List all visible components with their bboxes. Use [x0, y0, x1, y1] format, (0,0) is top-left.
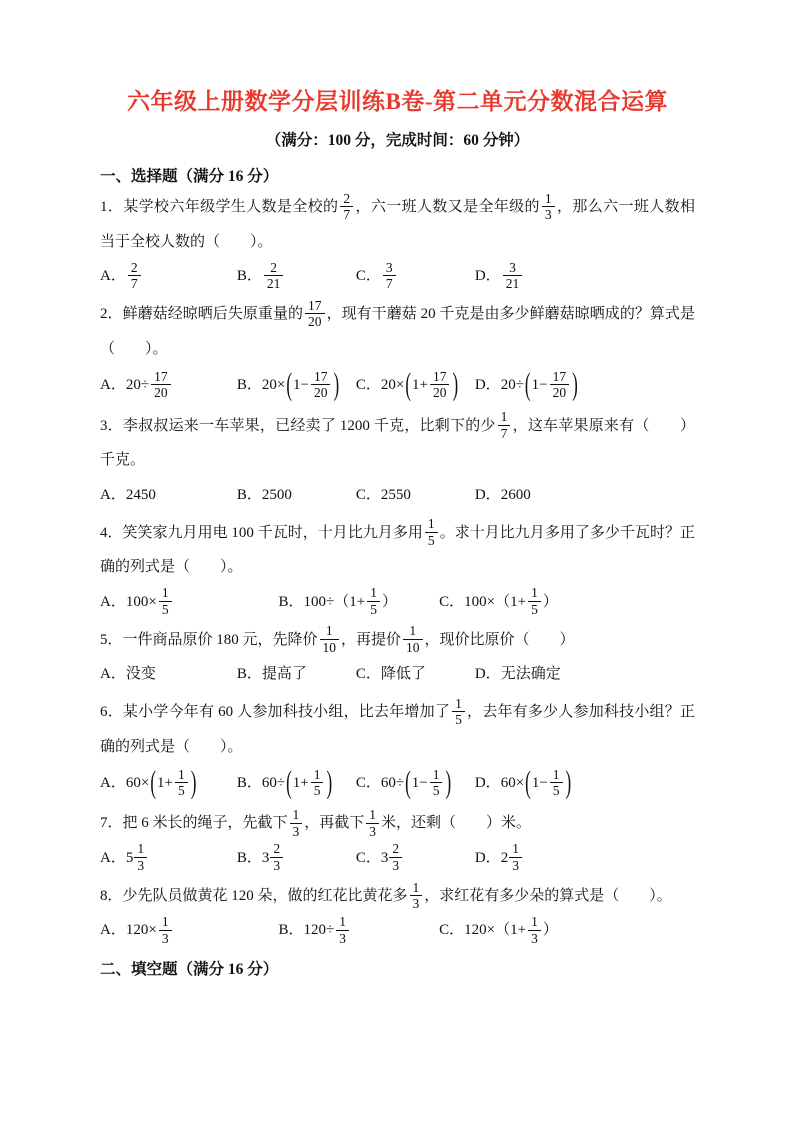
- fraction-numerator: 1: [161, 585, 169, 601]
- options-row: [100, 260, 695, 293]
- fraction: [159, 914, 172, 946]
- left-paren-icon: (: [150, 764, 156, 800]
- fraction: [134, 841, 147, 873]
- mixed-number: 3 $\frac{2}{3}$: [381, 842, 404, 875]
- fraction: [366, 807, 379, 839]
- fraction: [305, 298, 325, 330]
- fraction: [403, 623, 423, 655]
- fraction-numerator: 2: [343, 190, 351, 206]
- options-row: [100, 367, 695, 404]
- option: A．120× $\frac{1}{3}$: [100, 914, 279, 947]
- fraction-denominator: 10: [403, 639, 423, 656]
- fraction: [452, 696, 465, 728]
- fraction: [383, 260, 396, 292]
- fraction: [528, 585, 541, 617]
- question-text: 5．一件商品原价 180 元，先降价 $\frac{1}{10}$ ，再提价 $\frac{1}{10}$ ，现价比原价（ ）: [100, 623, 575, 655]
- option: A． $\frac{2}{7}$: [100, 260, 237, 293]
- left-paren-icon: (: [405, 764, 411, 800]
- section-heading-fill: 二、填空题（满分 16 分）: [100, 961, 279, 979]
- fraction-numerator: 1: [409, 623, 417, 639]
- fraction: [340, 191, 353, 223]
- fraction-denominator: 20: [311, 384, 331, 401]
- option: B．提高了: [236, 666, 307, 683]
- fraction: [503, 260, 523, 292]
- right-paren-icon: ): [190, 764, 197, 800]
- fraction-denominator: 3: [290, 823, 303, 840]
- fraction: [425, 516, 438, 548]
- fraction-denominator: 3: [366, 823, 379, 840]
- page-title: 六年级上册数学分层训练B卷-第二单元分数混合运算: [127, 89, 668, 114]
- fraction-numerator: 1: [161, 914, 169, 930]
- fraction-numerator: 1: [455, 695, 462, 711]
- left-paren-icon: (: [286, 366, 292, 403]
- fraction-denominator: 3: [410, 895, 423, 912]
- fraction: [550, 767, 563, 799]
- fraction-numerator: 1: [412, 879, 420, 895]
- left-paren-icon: (: [524, 366, 531, 403]
- fraction: [498, 409, 511, 441]
- section-heading-choice: 一、选择题（满分 16 分）: [100, 168, 279, 186]
- fraction-denominator: 3: [134, 857, 147, 874]
- fraction: [159, 585, 172, 617]
- fraction-denominator: 3: [542, 206, 555, 223]
- left-paren-icon: (: [525, 764, 531, 800]
- right-paren-icon: ): [326, 764, 333, 800]
- fraction: [270, 841, 283, 873]
- fraction: [290, 807, 303, 839]
- fraction-denominator: 5: [175, 782, 188, 799]
- option: B．2500: [236, 486, 292, 503]
- question: [100, 516, 695, 619]
- option: C．2550: [355, 486, 411, 503]
- option: A．5 $\frac{1}{3}$: [100, 842, 237, 875]
- fraction: [311, 767, 324, 799]
- fraction: [430, 369, 450, 401]
- option: D．无法确定: [474, 666, 561, 683]
- right-paren-icon: ): [565, 764, 572, 800]
- fraction-denominator: 3: [336, 930, 349, 947]
- option: D．60×(1− $\frac{1}{5}$ ): [475, 765, 695, 802]
- question: [100, 190, 695, 293]
- fraction-denominator: 21: [503, 275, 523, 292]
- option: A．没变: [100, 666, 156, 683]
- fraction-numerator: 1: [370, 585, 377, 601]
- option: D． $\frac{3}{21}$: [475, 260, 695, 293]
- options-row: [100, 914, 695, 947]
- option: D．20÷(1− $\frac{17}{20}$ ): [475, 367, 695, 404]
- question-text: 7．把 6 米长的绳子，先截下 $\frac{1}{3}$ ，再截下 $\frac{1}{3}$ 米，还剩（ ）米。: [100, 807, 532, 839]
- option: C．60÷(1− $\frac{1}{5}$ ): [356, 765, 475, 802]
- question-text: 2．鲜蘑菇经晾晒后失原重量的 $\frac{17}{20}$ ，现有干蘑菇 20 千克是由多少鲜蘑菇晾晒成的？算式是（ ）。: [100, 297, 695, 357]
- options-row: [100, 586, 695, 619]
- option: C． $\frac{3}{7}$: [356, 260, 475, 293]
- fraction-denominator: 21: [264, 275, 284, 292]
- fraction-denominator: 5: [311, 782, 324, 799]
- fraction-numerator: 1: [512, 841, 519, 857]
- option: C．120×（1+ $\frac{1}{3}$ ）: [439, 914, 558, 946]
- fraction-numerator: 2: [392, 841, 400, 857]
- fraction-denominator: 3: [270, 857, 283, 874]
- fraction-numerator: 1: [292, 807, 300, 823]
- option: D．2600: [474, 486, 531, 503]
- fraction-denominator: 20: [430, 384, 450, 401]
- mixed-number: 5 $\frac{1}{3}$: [126, 842, 149, 875]
- score-time-line: （满分：100 分，完成时间：60 分钟）: [265, 132, 530, 150]
- options-row: [100, 765, 695, 802]
- question-text: 8．少先队员做黄花 120 朵，做的红花比黄花多 $\frac{1}{3}$ ，求红花有多少朵的算式是（ ）。: [100, 879, 672, 912]
- option: B． $\frac{2}{21}$: [237, 260, 356, 293]
- right-paren-icon: ): [452, 366, 459, 403]
- fraction-denominator: 5: [159, 601, 172, 618]
- question-text: 1．某学校六年级学生人数是全校的 $\frac{2}{7}$ ，六一班人数又是全年级的 $\frac{1}{3}$ ，那么六一班人数相当于全校人数的（ ）。: [100, 190, 695, 250]
- option: B．120÷ $\frac{1}{3}$: [279, 914, 440, 947]
- fraction-denominator: 5: [425, 532, 438, 549]
- fraction-numerator: 1: [339, 914, 346, 930]
- fraction-numerator: 17: [308, 297, 322, 313]
- fraction-numerator: 1: [531, 914, 538, 930]
- fraction: [264, 260, 284, 292]
- fraction-denominator: 7: [128, 275, 141, 292]
- fraction-denominator: 5: [550, 782, 563, 799]
- fraction-numerator: 2: [273, 841, 281, 857]
- fraction-numerator: 1: [313, 766, 321, 782]
- options-row: [100, 842, 695, 875]
- fraction-denominator: 3: [389, 857, 402, 874]
- question: [100, 879, 695, 948]
- right-paren-icon: ): [333, 366, 340, 403]
- fraction: [175, 767, 188, 799]
- fraction-denominator: 20: [550, 384, 570, 401]
- fraction-denominator: 3: [159, 930, 172, 947]
- fraction: [389, 841, 402, 873]
- fraction-numerator: 2: [270, 259, 277, 275]
- fraction: [410, 880, 423, 912]
- fraction-numerator: 1: [544, 190, 552, 206]
- question-text: 3．李叔叔运来一车苹果，已经卖了 1200 千克，比剩下的少 $\frac{1}{7}$ ，这车苹果原来有（ ）千克。: [100, 409, 695, 469]
- fraction: [550, 369, 570, 401]
- fraction-denominator: 3: [509, 857, 522, 874]
- option: A．20÷ $\frac{17}{20}$: [100, 369, 237, 402]
- fraction-numerator: 3: [509, 259, 516, 275]
- options-row: [100, 479, 695, 512]
- fraction-numerator: 2: [130, 259, 138, 275]
- fraction-numerator: 17: [552, 368, 567, 384]
- question-text: 4．笑笑家九月用电 100 千瓦时，十月比九月多用 $\frac{1}{5}$ 。求十月比九月多用了多少千瓦时？正确的列式是（ ）。: [100, 516, 695, 576]
- fraction: [128, 260, 141, 292]
- fraction: [542, 191, 555, 223]
- fraction: [336, 914, 349, 946]
- fraction-numerator: 1: [432, 766, 440, 782]
- fraction-numerator: 17: [313, 368, 328, 384]
- option: C．降低了: [355, 666, 426, 683]
- fraction: [311, 369, 331, 401]
- left-paren-icon: (: [286, 764, 292, 800]
- fraction: [528, 914, 541, 946]
- fraction-denominator: 5: [452, 711, 465, 728]
- left-paren-icon: (: [405, 366, 411, 403]
- option: D．2 $\frac{1}{3}$: [475, 842, 695, 875]
- fraction-denominator: 5: [430, 782, 443, 799]
- question-list: [100, 190, 695, 947]
- fraction-denominator: 20: [151, 384, 171, 401]
- fraction-denominator: 7: [498, 425, 511, 442]
- fraction: [151, 369, 171, 401]
- option: A．60×(1+ $\frac{1}{5}$ ): [100, 765, 237, 802]
- fraction: [320, 623, 340, 655]
- right-paren-icon: ): [445, 764, 452, 800]
- fraction-numerator: 1: [177, 766, 185, 782]
- option: B．20×(1− $\frac{17}{20}$ ): [237, 367, 356, 404]
- fraction: [509, 841, 522, 873]
- mixed-number: 3 $\frac{2}{3}$: [262, 842, 285, 875]
- option: C．3 $\frac{2}{3}$: [356, 842, 475, 875]
- option: B．3 $\frac{2}{3}$: [237, 842, 356, 875]
- fraction-numerator: 1: [369, 807, 377, 823]
- option: C．20×(1+ $\frac{17}{20}$ ): [356, 367, 475, 404]
- fraction-numerator: 1: [137, 841, 145, 857]
- fraction: [430, 767, 443, 799]
- fraction-denominator: 20: [305, 313, 325, 330]
- fraction-numerator: 1: [325, 623, 333, 639]
- option: B．60÷(1+ $\frac{1}{5}$ ): [237, 765, 356, 802]
- fraction-numerator: 1: [531, 585, 538, 601]
- question: [100, 623, 695, 692]
- right-paren-icon: ): [572, 366, 578, 403]
- question: [100, 297, 695, 404]
- fraction-numerator: 17: [154, 368, 168, 384]
- mixed-number: 2 $\frac{1}{3}$: [501, 842, 524, 875]
- option: C．100×（1+ $\frac{1}{5}$ ）: [439, 585, 558, 617]
- option: A．100× $\frac{1}{5}$: [100, 586, 279, 619]
- fraction-denominator: 3: [528, 930, 541, 947]
- option: A．2450: [100, 486, 156, 503]
- fraction-denominator: 7: [383, 275, 396, 292]
- question: [100, 409, 695, 512]
- fraction-numerator: 1: [427, 516, 435, 532]
- fraction-numerator: 17: [432, 368, 447, 384]
- option: B．100÷（1+ $\frac{1}{5}$ ）: [278, 585, 397, 617]
- fraction: [367, 585, 380, 617]
- fraction-numerator: 3: [385, 259, 393, 275]
- fraction-denominator: 10: [320, 639, 340, 656]
- options-row: [100, 658, 695, 691]
- fraction-numerator: 1: [500, 409, 508, 425]
- question-text: 6．某小学今年有 60 人参加科技小组，比去年增加了 $\frac{1}{5}$ ，去年有多少人参加科技小组？正确的列式是（ ）。: [100, 695, 695, 755]
- fraction-denominator: 7: [340, 206, 353, 223]
- fraction-denominator: 5: [528, 601, 541, 618]
- fraction-numerator: 1: [552, 766, 560, 782]
- question: [100, 695, 695, 802]
- fraction-denominator: 5: [367, 601, 380, 618]
